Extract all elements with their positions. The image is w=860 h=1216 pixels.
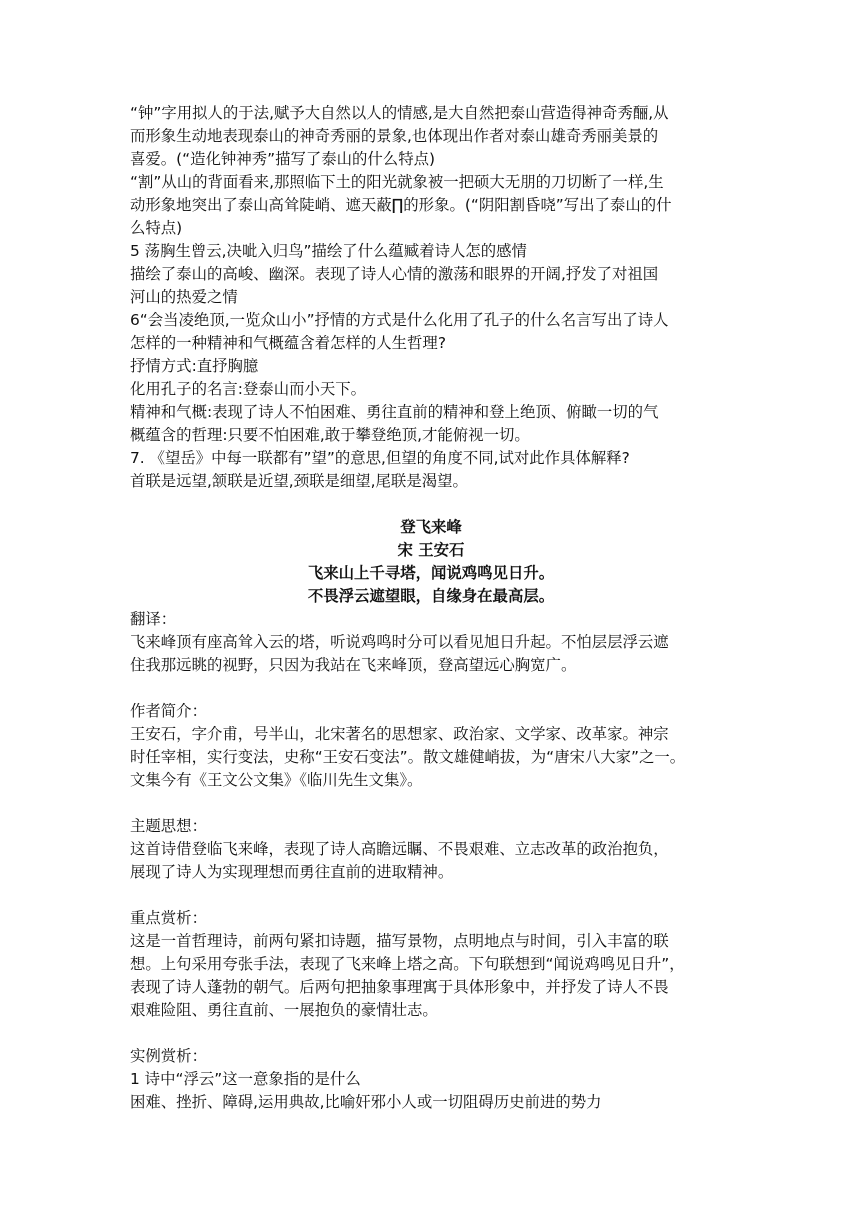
text-line: 困难、挫折、障碍,运用典故,比喻奸邪小人或一切阻碍历史前进的势力 xyxy=(130,1093,602,1111)
text-line: 首联是远望,颔联是近望,颈联是细望,尾联是渴望。 xyxy=(130,472,468,490)
text-line: 河山的热爱之情 xyxy=(130,288,238,306)
text-line: 这首诗借登临飞来峰，表现了诗人高瞻远瞩、不畏艰难、立志改革的政治抱负， xyxy=(130,840,669,858)
spacer xyxy=(130,792,732,815)
poem-author: 宋 王安石 xyxy=(397,541,465,559)
section-theme xyxy=(130,815,732,884)
text-line: 想。上句采用夸张手法，表现了飞来峰上塔之高。下句联想到“闻说鸡鸣见日升”， xyxy=(130,955,685,973)
text-line: 抒情方式:直抒胸臆 xyxy=(130,357,259,375)
text-line: 喜爱。(“造化钟神秀”描写了泰山的什么特点) xyxy=(130,150,435,168)
section-heading: 重点赏析： xyxy=(130,909,207,927)
text-line: “钟”字用拟人的于法,赋予大自然以人的情感,是大自然把泰山营造得神奇秀酾,从 xyxy=(130,104,669,122)
text-line: 怎样的一种精神和气概蕴含着怎样的人生哲理? xyxy=(130,334,446,352)
section-heading: 主题思想： xyxy=(130,817,207,835)
text-line: “割”从山的背面看来,那照临下土的阳光就象被一把硕大无朋的刀切断了一样,生 xyxy=(130,173,664,191)
text-line: 1 诗中“浮云”这一意象指的是什么 xyxy=(130,1070,361,1088)
spacer xyxy=(130,1022,732,1045)
poem-line: 不畏浮云遮望眼，自缘身在最高层。 xyxy=(307,587,555,605)
text-line: 么特点) xyxy=(130,219,183,237)
spacer xyxy=(130,677,732,700)
section-author-intro xyxy=(130,700,732,792)
text-line: 住我那远眺的视野，只因为我站在飞来峰顶，登高望远心胸宽广。 xyxy=(130,656,577,674)
section-heading: 翻译： xyxy=(130,610,177,628)
text-line: 概蕴含的哲理:只要不怕困难,敢于攀登绝顶,才能俯视一切。 xyxy=(130,426,530,444)
text-line: 而形象生动地表现泰山的神奇秀丽的景象,也体现出作者对泰山雄奇秀丽美景的 xyxy=(130,127,659,145)
poem-block xyxy=(130,516,732,608)
text-line: 表现了诗人蓬勃的朝气。后两句把抽象事理寓于具体形象中，并抒发了诗人不畏 xyxy=(130,978,669,996)
text-line: 飞来峰顶有座高耸入云的塔，听说鸡鸣时分可以看见旭日升起。不怕层层浮云遮 xyxy=(130,633,669,651)
section-wangyue-notes xyxy=(130,102,732,493)
poem-title: 登飞来峰 xyxy=(400,518,462,536)
text-line: 精神和气概:表现了诗人不怕困难、勇往直前的精神和登上绝顶、俯瞰一切的气 xyxy=(130,403,659,421)
text-line: 化用孔子的名言:登泰山而小天下。 xyxy=(130,380,367,398)
text-line: 5 荡胸生曾云,决呲入归鸟”描绘了什么蕴臧着诗人怎的感情 xyxy=(130,242,527,260)
text-line: 这是一首哲理诗，前两句紧扣诗题，描写景物，点明地点与时间，引入丰富的联 xyxy=(130,932,669,950)
text-line: 时任宰相，实行变法，史称“王安石变法”。散文雄健峭拔，为“唐宋八大家”之一。 xyxy=(130,748,686,766)
section-examples xyxy=(130,1045,732,1114)
text-line: 动形象地突出了泰山高耸陡峭、遮天蔽∏的形象。(“阴阳割昏哓”写出了泰山的什 xyxy=(130,196,672,214)
spacer xyxy=(130,884,732,907)
text-line: 展现了诗人为实现理想而勇往直前的进取精神。 xyxy=(130,863,454,881)
text-line: 6“会当凌绝顶,一览众山小”抒情的方式是什么化用了孔子的什么名言写出了诗人 xyxy=(130,311,669,329)
section-heading: 实例赏析： xyxy=(130,1047,207,1065)
spacer xyxy=(130,493,732,516)
section-appreciation xyxy=(130,907,732,1022)
text-line: 7. 《望岳》中每一联都有”望”的意思,但望的角度不同,试对此作具体解释? xyxy=(130,449,630,467)
section-translation xyxy=(130,608,732,677)
text-line: 艰难险阻、勇往直前、一展抱负的豪情壮志。 xyxy=(130,1001,438,1019)
poem-line: 飞来山上千寻塔，闻说鸡鸣见日升。 xyxy=(307,564,555,582)
text-line: 王安石，字介甫，号半山，北宋著名的思想家、政治家、文学家、改革家。神宗 xyxy=(130,725,669,743)
text-line: 文集今有《王文公文集》《临川先生文集》。 xyxy=(130,771,423,789)
text-line: 描绘了泰山的高峻、幽深。表现了诗人心情的激荡和眼界的开阔,抒发了对祖国 xyxy=(130,265,659,283)
section-heading: 作者简介： xyxy=(130,702,207,720)
